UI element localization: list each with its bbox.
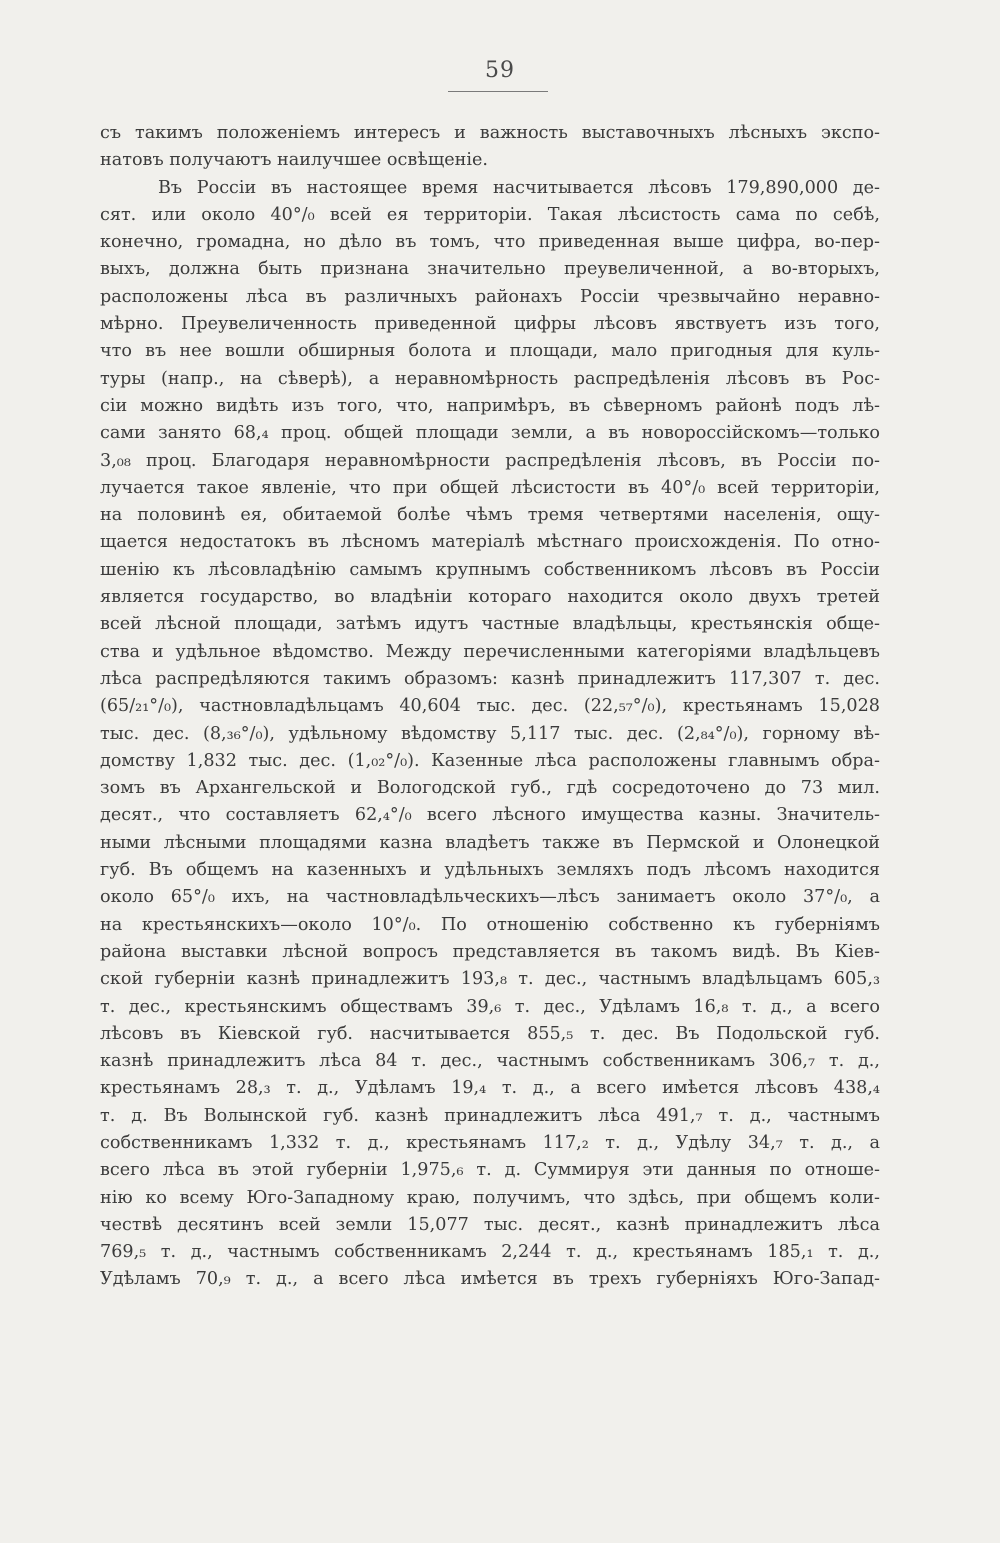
text-line: лучается такое явленіе, что при общей лѣсистости въ 40°/₀ всей территоріи,	[100, 477, 880, 498]
text-line: что въ нее вошли обширныя болота и площади, мало пригодныя для куль-	[100, 341, 880, 362]
text-line: Въ Россіи въ настоящее время насчитывается лѣсовъ 179,890,000 де-	[158, 177, 880, 198]
text-line: лѣса распредѣляются такимъ образомъ: казнѣ принадлежитъ 117,307 т. дес.	[100, 668, 880, 689]
text-line: 3,₀₈ проц. Благодаря неравномѣрности распредѣленія лѣсовъ, въ Россіи по-	[100, 450, 880, 471]
text-line: т. дес., крестьянскимъ обществамъ 39,₆ т. дес., Удѣламъ 16,₈ т. д., а всего	[100, 996, 880, 1017]
text-line: всего лѣса въ этой губерніи 1,975,₆ т. д. Суммируя эти данныя по отноше-	[100, 1160, 880, 1181]
text-line: щается недостатокъ въ лѣсномъ матеріалѣ мѣстнаго происхожденія. По отно-	[100, 532, 880, 553]
text-line: около 65°/₀ ихъ, на частновладѣльческихъ—лѣсъ занимаетъ около 37°/₀, а	[100, 887, 880, 908]
text-line: крестьянамъ 28,₃ т. д., Удѣламъ 19,₄ т. д., а всего имѣется лѣсовъ 438,₄	[100, 1078, 880, 1099]
text-line: съ такимъ положеніемъ интересъ и важность выставочныхъ лѣсныхъ экспо-	[100, 123, 880, 143]
page-number: 59	[485, 58, 515, 83]
text-line: (65/₂₁°/₀), частновладѣльцамъ 40,604 тыс. дес. (22,₅₇°/₀), крестьянамъ 15,028	[100, 696, 880, 717]
text-line: домству 1,832 тыс. дес. (1,₀₂°/₀). Казенные лѣса расположены главнымъ обра-	[100, 750, 880, 771]
text-line: ными лѣсными площадями казна владѣетъ также въ Пермской и Олонецкой	[100, 832, 880, 853]
text-line: мѣрно. Преувеличенность приведенной цифры лѣсовъ явствуетъ изъ того,	[100, 314, 880, 335]
text-line: 769,₅ т. д., частнымъ собственникамъ 2,244 т. д., крестьянамъ 185,₁ т. д.,	[100, 1242, 880, 1263]
text-line: зомъ въ Архангельской и Вологодской губ., гдѣ сосредоточено до 73 мил.	[100, 778, 880, 799]
text-line: чествѣ десятинъ всей земли 15,077 тыс. десят., казнѣ принадлежитъ лѣса	[100, 1214, 880, 1235]
text-line: собственникамъ 1,332 т. д., крестьянамъ 117,₂ т. д., Удѣлу 34,₇ т. д., а	[100, 1132, 880, 1153]
text-line: района выставки лѣсной вопросъ представляется въ такомъ видѣ. Въ Кіев-	[100, 941, 880, 962]
text-line: является государство, во владѣніи котораго находится около двухъ третей	[100, 587, 880, 608]
text-line: тыс. дес. (8,₃₆°/₀), удѣльному вѣдомству 5,117 тыс. дес. (2,₈₄°/₀), горному вѣ-	[100, 723, 880, 744]
text-line: туры (напр., на сѣверѣ), а неравномѣрность распредѣленія лѣсовъ въ Рос-	[100, 368, 880, 389]
text-line: выхъ, должна быть признана значительно преувеличенной, а во-вторыхъ,	[100, 259, 880, 280]
text-line: губ. Въ общемъ на казенныхъ и удѣльныхъ земляхъ подъ лѣсомъ находится	[100, 860, 880, 881]
text-line: казнѣ принадлежитъ лѣса 84 т. дес., частнымъ собственникамъ 306,₇ т. д.,	[100, 1051, 880, 1072]
text-line: нію ко всему Юго-Западному краю, получимъ, что здѣсь, при общемъ коли-	[100, 1187, 880, 1208]
text-line: сіи можно видѣть изъ того, что, напримѣръ, въ сѣверномъ районѣ подъ лѣ-	[100, 395, 880, 416]
text-line: сят. или около 40°/₀ всей ея территоріи. Такая лѣсистость сама по себѣ,	[100, 204, 880, 225]
text-line: расположены лѣса въ различныхъ районахъ Россіи чрезвычайно неравно-	[100, 286, 880, 307]
text-line: ства и удѣльное вѣдомство. Между перечисленными категоріями владѣльцевъ	[100, 641, 880, 662]
text-line: на крестьянскихъ—около 10°/₀. По отношенію собственно къ губерніямъ	[100, 914, 880, 935]
text-line: ской губерніи казнѣ принадлежитъ 193,₈ т. дес., частнымъ владѣльцамъ 605,₃	[100, 969, 880, 990]
text-line: Удѣламъ 70,₉ т. д., а всего лѣса имѣется въ трехъ губерніяхъ Юго-Запад-	[100, 1269, 880, 1290]
text-line: сами занято 68,₄ проц. общей площади земли, а въ новороссійскомъ—только	[100, 423, 880, 444]
page-number-rule	[448, 91, 548, 92]
text-line: всей лѣсной площади, затѣмъ идутъ частные владѣльцы, крестьянскія обще-	[100, 614, 880, 635]
text-line: лѣсовъ въ Кіевской губ. насчитывается 855,₅ т. дес. Въ Подольской губ.	[100, 1023, 880, 1044]
text-line: на половинѣ ея, обитаемой болѣе чѣмъ тремя четвертями населенія, ощу-	[100, 505, 880, 526]
text-line: натовъ получаютъ наилучшее освѣщеніе.	[100, 150, 488, 171]
text-line: т. д. Въ Волынской губ. казнѣ принадлежитъ лѣса 491,₇ т. д., частнымъ	[100, 1105, 880, 1126]
text-line: шенію къ лѣсовладѣнію самымъ крупнымъ собственникомъ лѣсовъ въ Россіи	[100, 559, 880, 580]
body-text	[100, 120, 880, 1294]
text-line: десят., что составляетъ 62,₄°/₀ всего лѣсного имущества казны. Значитель-	[100, 805, 880, 826]
text-line: конечно, громадна, но дѣло въ томъ, что приведенная выше цифра, во-пер-	[100, 232, 880, 253]
